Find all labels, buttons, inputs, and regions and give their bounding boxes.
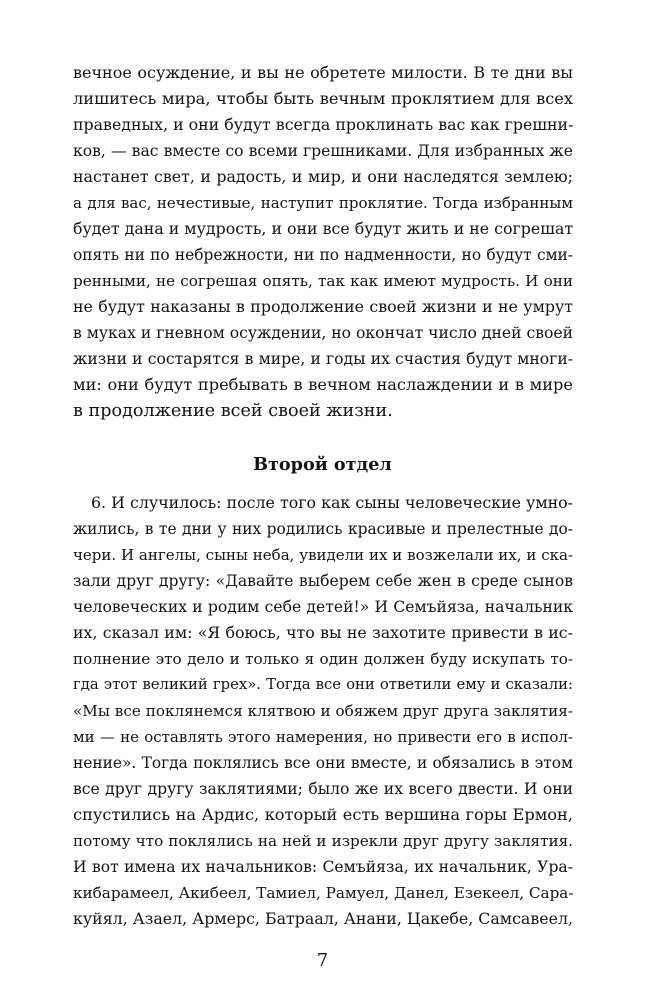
text-line: ренными, не согрешая опять, так как имеют мудрость. И они [73,272,573,290]
text-line: кибарамеел, Акибеел, Тамиел, Рамуел, Данел, Езекеел, Сара- [73,884,574,902]
text-line: а для вас, нечестивые, наступит проклятие. Тогда избранным [73,194,573,212]
text-line: И вот имена их начальников: Семъйяза, их начальник, Ура- [73,858,573,876]
text-line: жились, в те дни у них родились красивые и прелестные до- [73,520,573,538]
text-line: опять ни по небрежности, ни по надменности, но будут сми- [73,246,573,264]
text-line: спустились на Ардис, который есть вершина горы Ермон, [73,805,573,824]
text-line: не будут наказаны в продолжение своей жизни и не умрут [73,297,573,316]
text-line: чери. И ангелы, сыны неба, увидели их и возжелали их, и ска- [73,546,573,564]
text-line: человеческих и родим себе детей!» И Семъйяза, начальник [73,598,573,616]
text-line: потому что поклялись на ней и изрекли друг другу заклятия. [73,832,573,850]
section-heading: Второй отдел [253,454,392,475]
text-line: будет дана и мудрость, и они все будут жить и не согрешат [73,219,574,238]
text-line: ков, — вас вместе со всеми грешниками. Для избранных же [73,142,573,160]
text-line: вечное осуждение, и вы не обретете милости. В те дни вы [73,63,573,82]
text-line: зали друг другу: «Давайте выберем себе жен в среде сынов [73,572,573,590]
text-line: лишитесь мира, чтобы быть вечным проклятием для всех [73,89,573,108]
text-line: куйял, Азаел, Армерс, Батраал, Анани, Цакебе, Самсавеел, [73,909,573,928]
text-line: ми: они будут пребывать в вечном наслаждении и в мире [73,375,573,394]
text-line: их, сказал им: «Я боюсь, что вы не захотите привести в ис- [73,623,573,642]
page-number: 7 [316,951,329,971]
text-line: «Мы все поклянемся клятвою и обяжем друг друга заклятия- [73,702,573,720]
text-line: праведных, и они будут всегда проклинать вас как грешни- [73,115,574,134]
text-line: гда этот великий грех». Тогда все они ответили ему и сказали: [73,676,573,693]
text-line: полнение это дело и только я один должен буду искупать то- [73,650,573,668]
text-line: нение». Тогда поклялись все они вместе, и обязались в этом [73,754,573,772]
text-line: жизни и состарятся в мире, и годы их счастия будут многи- [73,350,573,368]
text-line: в муках и гневном осуждении, но окончат число дней своей [73,324,573,342]
text-line: в продолжение всей своей жизни. [73,401,393,421]
text-line: настанет свет, и радость, и мир, и они наследятся землею; [73,167,573,186]
text-line: все друг другу заклятиями; было же их всего двести. И они [73,780,573,798]
text-line: ми — не оставлять этого намерения, но привести его в испол- [73,728,573,746]
text-line: 6. И случилось: после того как сыны человеческие умно- [91,493,573,512]
